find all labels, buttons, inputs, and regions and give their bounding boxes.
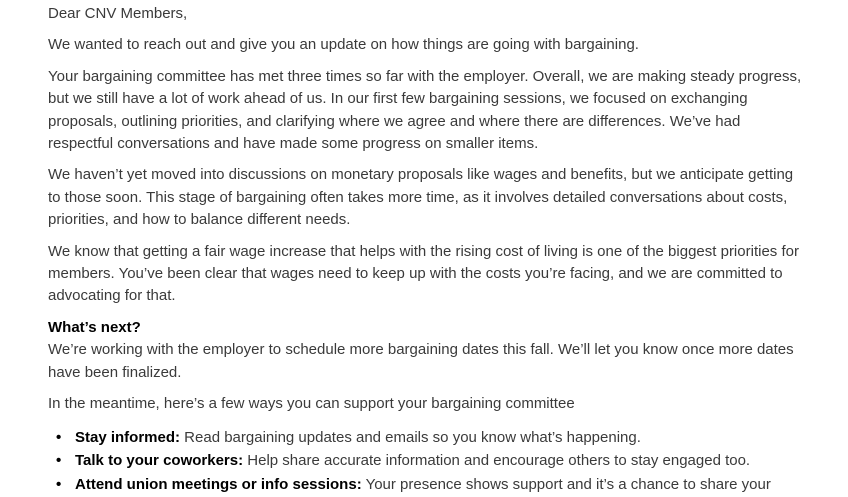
bullet-icon: • bbox=[56, 452, 62, 470]
list-item-text: Your presence shows support and it’s a chance to share your bbox=[361, 476, 771, 494]
list-item-text: Help share accurate information and encourage others to stay engaged too. bbox=[243, 452, 751, 470]
list-item-text: Read bargaining updates and emails so you know what’s happening. bbox=[180, 428, 641, 446]
support-intro-paragraph: In the meantime, here’s a few ways you can support your bargaining committee bbox=[48, 395, 575, 413]
intro-paragraph: We wanted to reach out and give you an update on how things are going with bargaining. bbox=[48, 36, 639, 54]
support-list bbox=[48, 427, 805, 497]
list-item-lead: Attend union meetings or info sessions: bbox=[75, 476, 362, 494]
whats-next-heading: What’s next? bbox=[48, 318, 141, 336]
whats-next-paragraph: We’re working with the employer to schedule more bargaining dates this fall. We’ll let you know once more dates have been finalized. bbox=[48, 341, 794, 381]
list-item-talk-to-coworkers bbox=[48, 450, 805, 472]
list-item-stay-informed bbox=[48, 427, 805, 449]
greeting-line: Dear CNV Members, bbox=[48, 5, 188, 22]
list-item-lead: Stay informed: bbox=[75, 428, 181, 446]
monetary-paragraph: We haven’t yet moved into discussions on monetary proposals like wages and benefits, but we anticipate getting to those soon. This stage of bargaining often takes more time, as it involves detailed conversations about costs, priorities, and how to balance different needs. bbox=[48, 166, 794, 229]
list-item-lead: Talk to your coworkers: bbox=[75, 452, 244, 470]
progress-paragraph: Your bargaining committee has met three times so far with the employer. Overall, we are making steady progress, but we still have a lot of work ahead of us. In our first few bargaining sessions, we focused on exchanging proposals, outlining priorities, and clarifying where we agree and where there are differences. We’ve had respectful conversations and have made some progress on smaller items. bbox=[48, 67, 802, 153]
list-item-attend-meetings bbox=[48, 474, 805, 496]
bullet-icon: • bbox=[56, 428, 62, 446]
wages-paragraph: We know that getting a fair wage increase that helps with the rising cost of living is one of the biggest priorities for members. You’ve been clear that wages need to keep up with the costs you’re facing, and we are committed to advocating for that. bbox=[48, 242, 799, 305]
bullet-icon: • bbox=[56, 476, 62, 494]
